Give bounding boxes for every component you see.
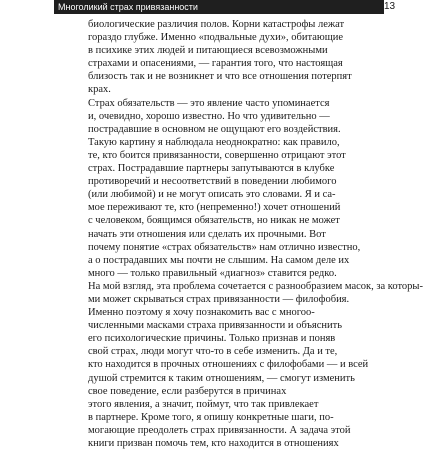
running-head — [54, 0, 384, 14]
text-line: близость так и не возникнет и что все отношения потерпят — [88, 71, 352, 83]
text-line: противоречий и несоответствий в поведении любимого — [88, 176, 337, 188]
text-line: численными масками страха привязанности и объяснить — [88, 320, 343, 332]
text-line: свое поведение, если разберутся в причинах — [88, 385, 287, 397]
text-line: Страх обязательств — это явление часто упоминается — [88, 97, 330, 109]
text-line: и, очевидно, хорошо известно. Но что удивительно — — [88, 110, 330, 122]
text-line: кто находится в прочных отношениях с филофобами — и всей — [88, 359, 369, 371]
running-title: Многоликий страх привязанности — [58, 2, 198, 12]
text-line: На мой взгляд, эта проблема сочетается с разнообразием масок, за которы- — [88, 280, 423, 292]
text-line: Такую картину я наблюдала неоднократно: как правило, — [88, 136, 340, 148]
text-line: биологические различия полов. Корни катастрофы лежат — [88, 19, 345, 30]
text-line: страх. Пострадавшие партнеры запутываются в клубке — [88, 163, 335, 175]
text-line: Именно поэтому я хочу познакомить вас с многоо- — [88, 307, 315, 319]
text-line: крах. — [88, 84, 111, 96]
page-number-box — [384, 0, 420, 14]
text-line: его психологические причины. Только признав и поняв — [88, 333, 336, 345]
text-line: мое переживают те, кто (непременно!) хочет отношений — [88, 202, 341, 214]
body-text — [88, 18, 423, 450]
text-line: свой страх, люди могут что-то в себе изменить. Да и те, — [88, 346, 338, 358]
text-line: душой стремится к таким отношениям, — смогут изменить — [88, 372, 355, 384]
text-line: пострадавшие в основном не ощущают его воздействия. — [88, 123, 341, 135]
text-line: с человеком, боящимся обязательств, но никак не может — [88, 215, 340, 227]
page-number: 13 — [384, 1, 396, 12]
text-line: ми может скрываться страх привязанности — филофобия. — [88, 293, 350, 305]
text-line: книги призван помочь тем, кто находится в отношениях — [88, 438, 339, 449]
text-line: начать эти отношения или сделать их прочными. Вот — [88, 228, 326, 240]
text-line: этого явления, а значит, поймут, что так привлекает — [88, 398, 319, 410]
text-line: гораздо глубже. Именно «подвальные духи», обитающие — [88, 32, 344, 44]
text-line: почему понятие «страх обязательств» нам отлично известно, — [88, 241, 361, 253]
text-line: в партнере. Кроме того, я опишу конкретные шаги, по- — [88, 411, 334, 423]
text-line: могающие преодолеть страх привязанности. А задача этой — [88, 424, 351, 436]
text-line: много — только правильный «диагноз» ставится редко. — [88, 267, 337, 279]
text-line: в психике этих людей и питающиеся всевозможными — [88, 45, 328, 57]
text-line: те, кто боится привязанности, совершенно отрицают этот — [88, 149, 346, 161]
text-line: страхами и опасениями, — гарантия того, что настоящая — [88, 58, 343, 70]
text-line: (или любимой) и не могут описать это словами. Я и са- — [88, 189, 336, 201]
text-line: а о пострадавших мы почти не слышим. На самом деле их — [88, 254, 350, 266]
